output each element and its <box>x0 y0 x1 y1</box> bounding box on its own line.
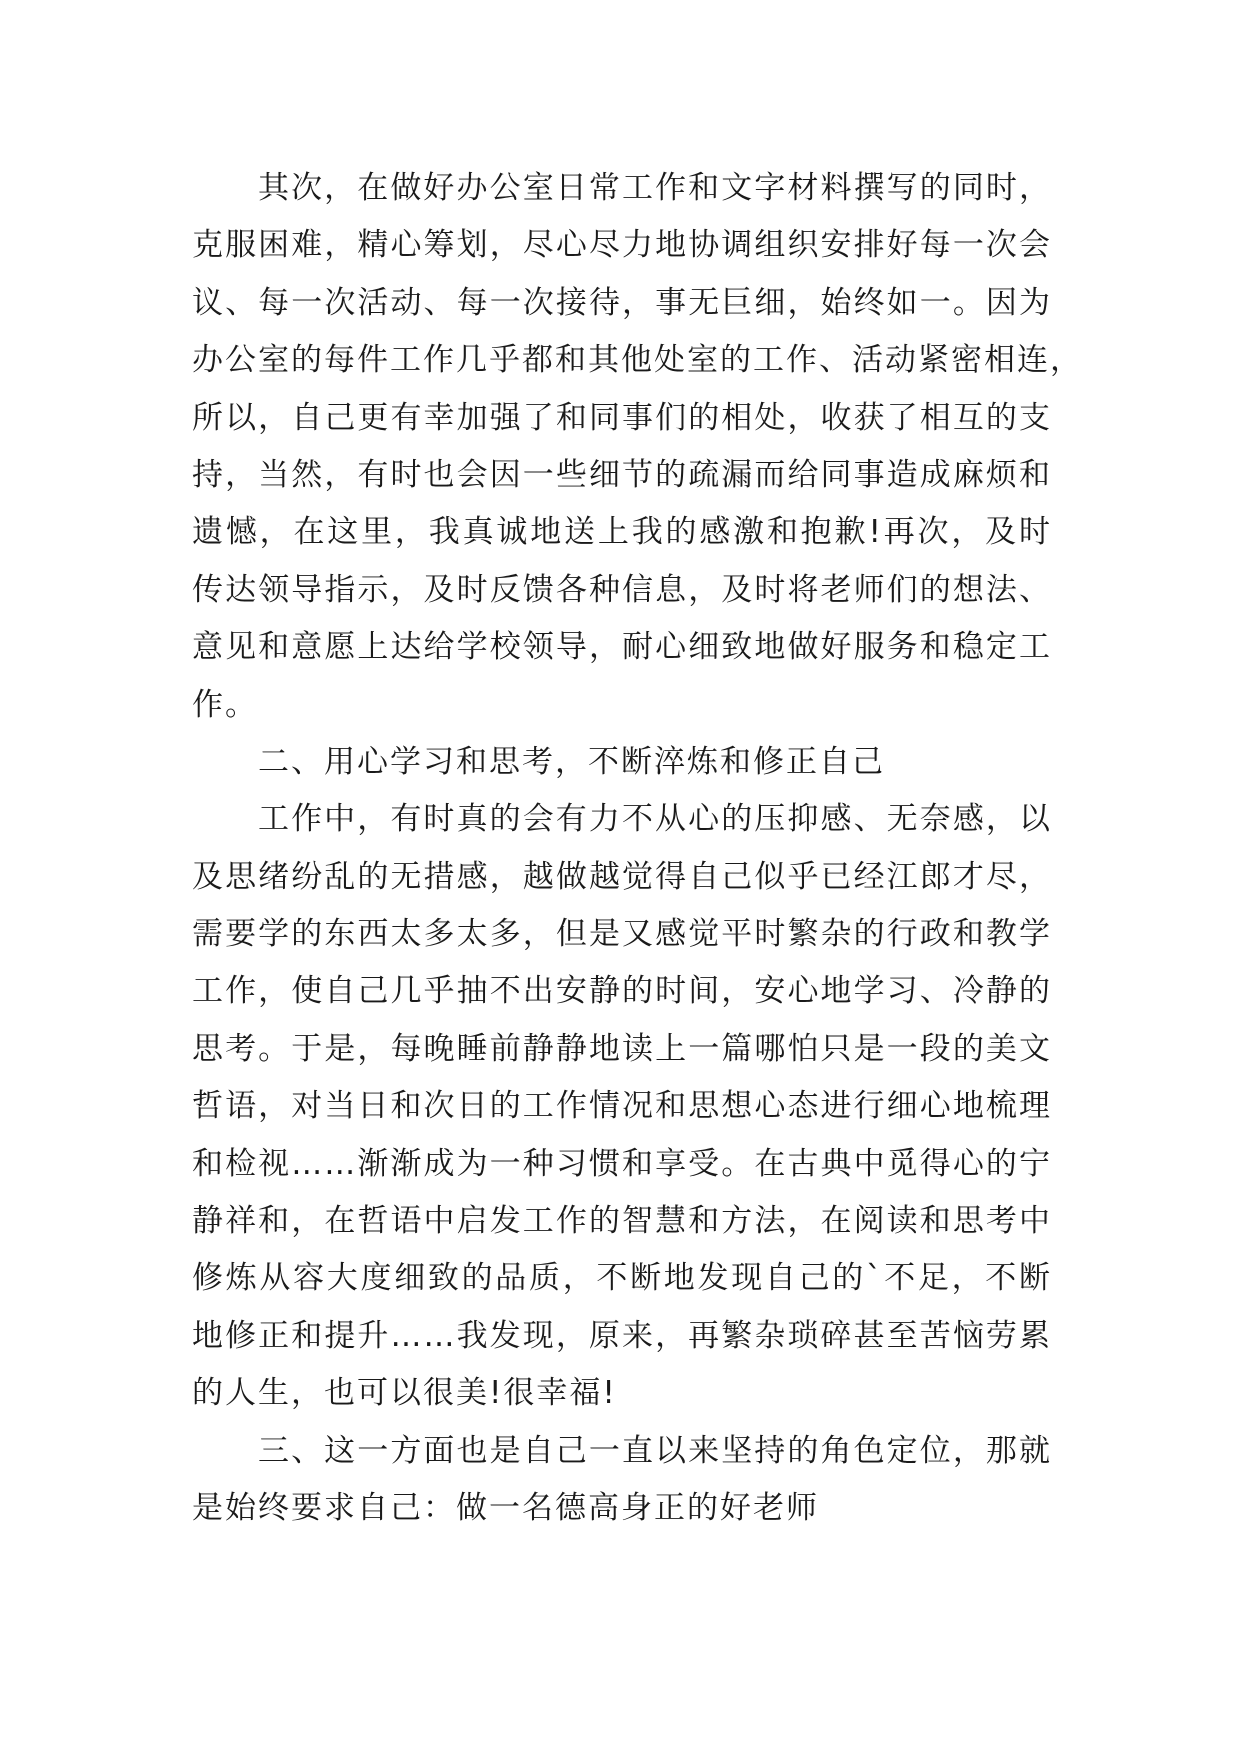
text-line: 和检视……渐渐成为一种习惯和享受。在古典中觅得心的宁 <box>192 1145 1052 1182</box>
text-line: 的人生，也可以很美!很幸福! <box>192 1375 617 1412</box>
text-line: 三、这一方面也是自己一直以来坚持的角色定位，那就 <box>258 1432 1052 1469</box>
text-line: 需要学的东西太多太多，但是又感觉平时繁杂的行政和教学 <box>192 916 1052 953</box>
text-line: 工作中，有时真的会有力不从心的压抑感、无奈感，以 <box>258 801 1052 838</box>
text-line: 思考。于是，每晚睡前静静地读上一篇哪怕只是一段的美文 <box>192 1030 1052 1067</box>
text-line: 议、每一次活动、每一次接待，事无巨细，始终如一。因为 <box>192 284 1052 321</box>
text-line: 及思绪纷乱的无措感，越做越觉得自己似乎已经江郎才尽， <box>192 858 1052 895</box>
text-line: 作。 <box>192 686 258 723</box>
text-line: 修炼从容大度细致的品质，不断地发现自己的`不足，不断 <box>192 1260 1052 1297</box>
text-line: 遗憾，在这里，我真诚地送上我的感激和抱歉!再次，及时 <box>192 514 1052 551</box>
text-line: 其次，在做好办公室日常工作和文字材料撰写的同时， <box>258 170 1052 206</box>
text-line: 工作，使自己几乎抽不出安静的时间，安心地学习、冷静的 <box>192 973 1052 1010</box>
text-line: 二、用心学习和思考，不断淬炼和修正自己 <box>258 743 885 780</box>
text-line: 意见和意愿上达给学校领导，耐心细致地做好服务和稳定工 <box>192 629 1052 666</box>
text-line: 持，当然，有时也会因一些细节的疏漏而给同事造成麻烦和 <box>192 456 1052 493</box>
text-line: 办公室的每件工作几乎都和其他处室的工作、活动紧密相连， <box>192 342 1083 379</box>
text-line: 传达领导指示，及时反馈各种信息，及时将老师们的想法、 <box>192 571 1052 608</box>
text-line: 是始终要求自己：做一名德高身正的好老师 <box>192 1489 819 1526</box>
text-line: 所以，自己更有幸加强了和同事们的相处，收获了相互的支 <box>192 399 1052 436</box>
text-line: 哲语，对当日和次日的工作情况和思想心态进行细心地梳理 <box>192 1088 1052 1125</box>
text-line: 地修正和提升……我发现，原来，再繁杂琐碎甚至苦恼劳累 <box>192 1317 1052 1354</box>
document-body <box>192 160 1083 1537</box>
text-line: 静祥和，在哲语中启发工作的智慧和方法，在阅读和思考中 <box>192 1203 1052 1240</box>
text-line: 克服困难，精心筹划，尽心尽力地协调组织安排好每一次会 <box>192 227 1052 264</box>
